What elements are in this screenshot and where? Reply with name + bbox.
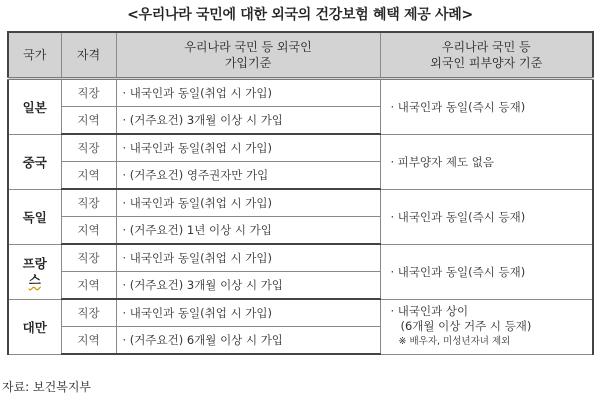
header-dependent-basis: 우리나라 국민 등 외국인 피부양자 기준 [380,32,593,79]
header-row [8,32,593,79]
qualification-cell: 지역 [61,217,116,245]
join-basis-cell: · 내국인과 동일(취업 시 가입) [116,79,380,107]
qualification-cell: 직장 [61,134,116,162]
table-row [8,134,593,162]
country-cell-taiwan: 대만 [8,299,61,354]
country-cell-japan: 일본 [8,79,61,135]
qualification-cell: 지역 [61,107,116,135]
join-basis-cell: · 내국인과 동일(취업 시 가입) [116,134,380,162]
header-join-basis: 우리나라 국민 등 외국인 가입기준 [116,32,380,79]
table-title: <우리나라 국민에 대한 외국의 건강보험 혜택 제공 사례> [127,7,473,23]
qualification-cell: 직장 [61,79,116,107]
header-qualification: 자격 [61,32,116,79]
qualification-cell: 직장 [61,244,116,272]
join-basis-cell: · 내국인과 동일(취업 시 가입) [116,299,380,327]
table-row [8,189,593,217]
join-basis-cell: · (거주요건) 1년 이상 시 가입 [116,217,380,245]
join-basis-cell: · (거주요건) 3개월 이상 시 가입 [116,107,380,135]
dependent-line: · 내국인과 상이 [390,304,469,318]
qualification-cell: 직장 [61,299,116,327]
header-country: 국가 [8,32,61,79]
country-name-line2: 스 [28,271,41,287]
country-name-line1: 프랑 [22,255,47,271]
join-basis-cell: · (거주요건) 3개월 이상 시 가입 [116,272,380,300]
join-basis-cell: · 내국인과 동일(취업 시 가입) [116,244,380,272]
table-row [8,79,593,107]
insurance-comparison-table [7,31,594,355]
join-basis-cell: · (거주요건) 영주권자만 가입 [116,162,380,190]
qualification-cell: 지역 [61,272,116,300]
country-cell-germany: 독일 [8,189,61,244]
dependent-note: ※ 배우자, 미성년자녀 제외 [398,336,511,347]
dependent-line: (6개월 이상 거주 시 등재) [400,319,532,333]
qualification-cell: 지역 [61,162,116,190]
table-row [8,244,593,272]
table-row [8,299,593,327]
qualification-cell: 직장 [61,189,116,217]
join-basis-cell: · 내국인과 동일(취업 시 가입) [116,189,380,217]
dependent-basis-cell [380,299,593,354]
dependent-basis-cell: · 내국인과 동일(즉시 등재) [380,79,593,135]
country-cell-france [8,244,61,299]
qualification-cell: 지역 [61,327,116,355]
source-note: 자료: 보건복지부 [2,380,92,394]
join-basis-cell: · (거주요건) 6개월 이상 시 가입 [116,327,380,355]
dependent-basis-cell: · 내국인과 동일(즉시 등재) [380,189,593,244]
country-cell-china: 중국 [8,134,61,189]
dependent-basis-cell: · 피부양자 제도 없음 [380,134,593,189]
dependent-basis-cell: · 내국인과 동일(즉시 등재) [380,244,593,299]
